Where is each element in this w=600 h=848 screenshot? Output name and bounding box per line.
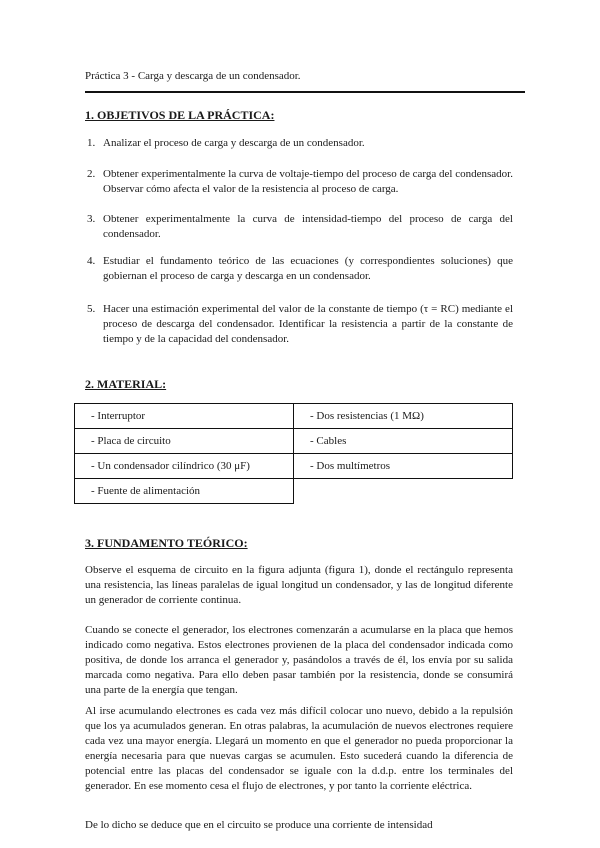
objective-text: Estudiar el fundamento teórico de las ecuaciones (y correspondientes soluciones) que gobiernan el proceso de carga y descarga en un condensador.: [103, 255, 513, 282]
material-cell-empty: [294, 479, 513, 504]
objective-number: 4.: [87, 255, 96, 267]
objective-text: Analizar el proceso de carga y descarga de un condensador.: [103, 137, 365, 149]
material-cell: - Cables: [294, 429, 513, 454]
material-table: [74, 403, 513, 504]
material-row: [75, 454, 513, 479]
material-cell: - Placa de circuito: [75, 429, 294, 454]
material-cell: - Dos resistencias (1 MΩ): [294, 404, 513, 429]
objectives-heading: 1. OBJETIVOS DE LA PRÁCTICA:: [85, 108, 275, 122]
theory-paragraph: Observe el esquema de circuito en la figura adjunta (figura 1), donde el rectángulo representa una resistencia, las líneas paralelas de igual longitud un condensador, y las de longitud diferente un generador de corriente continua.: [85, 564, 513, 606]
objective-item: [85, 167, 513, 197]
material-cell: - Interruptor: [75, 404, 294, 429]
objective-item: [85, 254, 513, 284]
objective-item: [85, 302, 513, 347]
objective-text: Hacer una estimación experimental del valor de la constante de tiempo (τ = RC) mediante el proceso de descarga del condensador. Identificar la resistencia a partir de la constante de tiempo y de la capacidad del condensador.: [103, 303, 513, 345]
objective-text: Obtener experimentalmente la curva de voltaje-tiempo del proceso de carga del condensador. Observar cómo afecta el valor de la resistencia al proceso de carga.: [103, 168, 513, 195]
objective-number: 3.: [87, 213, 96, 225]
material-row: [75, 429, 513, 454]
material-row: [75, 479, 513, 504]
material-cell: - Fuente de alimentación: [75, 479, 294, 504]
theory-heading: 3. FUNDAMENTO TEÓRICO:: [85, 536, 248, 550]
theory-paragraph: Al irse acumulando electrones es cada vez más difícil colocar uno nuevo, debido a la repulsión que los ya acumulados generan. En otras palabras, la acumulación de nuevos electrones requiere cada vez una mayor energía. Llegará un momento en que el generador no pueda proporcionar la energía necesaria para que nuevas cargas se acumulen. Esto sucederá cuando la diferencia de potencial entre las placas del condensador se iguale con la d.d.p. entre los terminales del generador. En ese momento cesa el flujo de electrones, y por tanto la corriente eléctrica.: [85, 705, 513, 792]
material-cell: - Un condensador cilíndrico (30 μF): [75, 454, 294, 479]
theory-paragraph: De lo dicho se deduce que en el circuito se produce una corriente de intensidad: [85, 819, 433, 831]
theory-paragraph: Cuando se conecte el generador, los electrones comenzarán a acumularse en la placa que hemos indicado como negativa. Estos electrones provienen de la placa del condensador indicada como positiva, de donde los arranca el generador y, pasándolos a través de él, los envía por su salida marcada como negativa. Para ello deben pasar también por la resistencia, donde se consumirá una parte de la energía que tengan.: [85, 624, 513, 696]
material-row: [75, 404, 513, 429]
objective-number: 5.: [87, 303, 96, 315]
objective-item: [85, 212, 513, 242]
header-divider: [85, 91, 525, 93]
objective-number: 2.: [87, 168, 96, 180]
objective-number: 1.: [87, 137, 96, 149]
page-header-title: Práctica 3 - Carga y descarga de un condensador.: [85, 70, 301, 82]
objective-item: [85, 136, 513, 151]
material-cell: - Dos multímetros: [294, 454, 513, 479]
objective-text: Obtener experimentalmente la curva de intensidad-tiempo del proceso de carga del condensador.: [103, 213, 513, 240]
material-heading: 2. MATERIAL:: [85, 377, 167, 391]
